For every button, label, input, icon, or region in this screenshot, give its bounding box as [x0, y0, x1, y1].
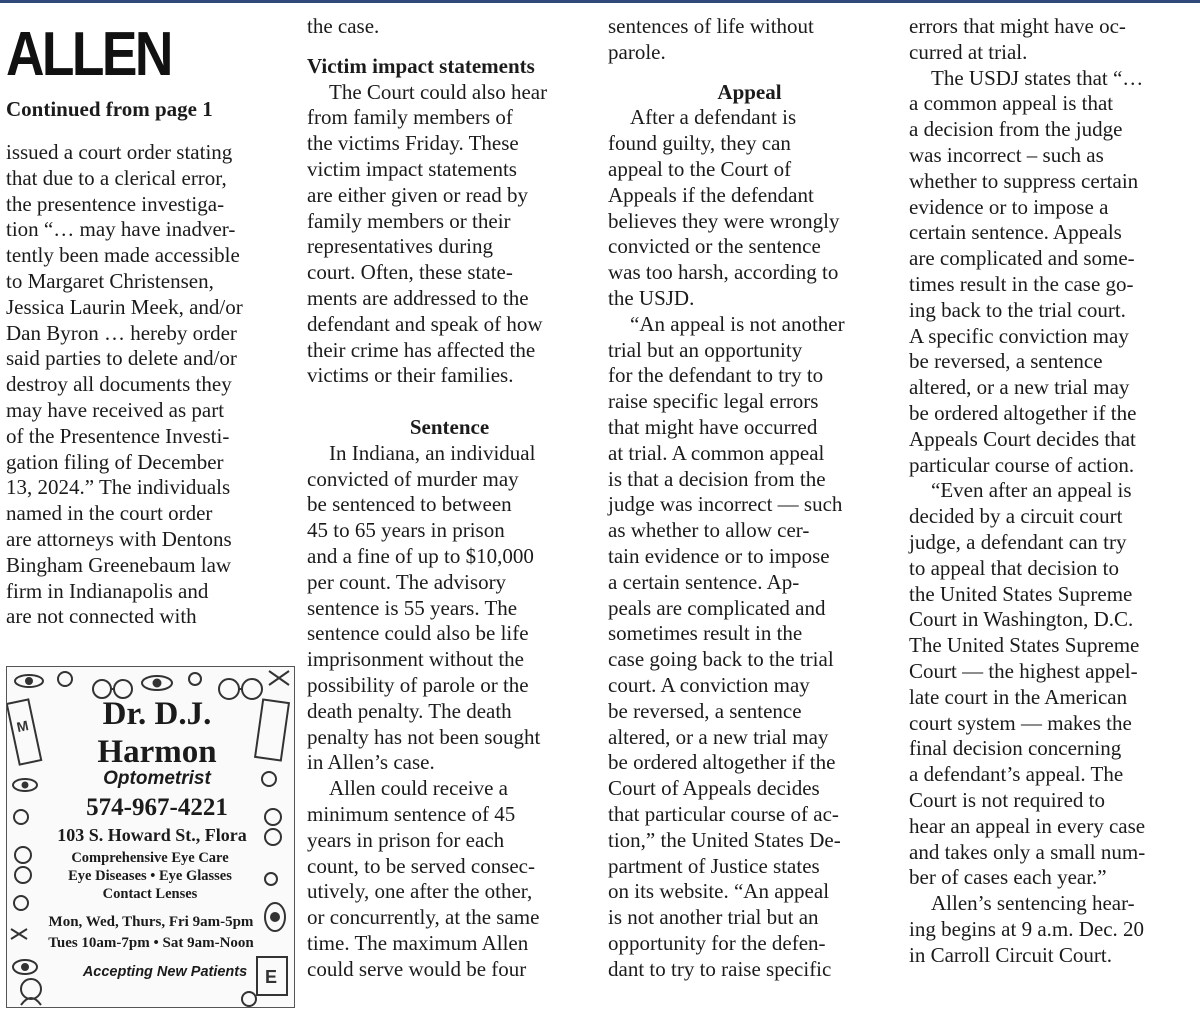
victim-impact-paragraph	[307, 80, 592, 390]
text-line: whether to suppress certain	[909, 168, 1139, 193]
text-line: partment of Justice states	[608, 853, 820, 878]
text-line: hear an appeal in every case	[909, 813, 1146, 838]
text-line: issued a court order stating	[6, 140, 233, 164]
text-line: Allen’s sentencing hear-	[931, 891, 1135, 916]
doctor-title: Optometrist	[103, 768, 211, 789]
text-line: parole.	[608, 39, 666, 64]
text-line: found guilty, they can	[608, 131, 791, 156]
text-line: sentences of life without	[608, 14, 814, 38]
text-line: count, to be served consec-	[307, 853, 535, 878]
text-line: curred at trial.	[909, 39, 1028, 64]
column-4	[909, 14, 1192, 968]
text-line: After a defendant is	[630, 105, 797, 130]
text-line: named in the court order	[6, 501, 213, 526]
service-line: Comprehensive Eye Care	[71, 850, 229, 866]
column-3-lead-text	[608, 14, 891, 66]
text-line: peals are complicated and	[608, 595, 826, 620]
eye-chart-letter-left: M	[15, 717, 30, 736]
text-line: judge, a defendant can try	[909, 529, 1127, 554]
text-line: as whether to allow cer-	[608, 518, 810, 543]
text-line: sentence could also be life	[307, 621, 529, 646]
text-line: are not connected with	[6, 604, 197, 629]
ad-text-block	[7, 667, 294, 1007]
text-line: decided by a circuit court	[909, 504, 1123, 529]
text-line: are either given or read by	[307, 182, 528, 207]
text-line: sometimes result in the	[608, 621, 803, 646]
text-line: time. The maximum Allen	[307, 930, 529, 955]
office-hours-line: Tues 10am-7pm • Sat 9am-Noon	[48, 935, 254, 951]
text-line: be reversed, a sentence	[608, 698, 802, 723]
text-line: a decision from the judge	[909, 117, 1123, 142]
text-line: certain sentence. Appeals	[909, 220, 1122, 245]
text-line: the case.	[307, 14, 380, 38]
supreme-court-paragraph	[909, 478, 1192, 891]
text-line: “An appeal is not another	[630, 311, 845, 336]
text-line: be sentenced to between	[307, 492, 512, 517]
text-line: Court is not required to	[909, 787, 1105, 812]
text-line: Jessica Laurin Meek, and/or	[6, 294, 243, 319]
sentencing-hearing-paragraph	[909, 891, 1192, 968]
text-line: or concurrently, at the same	[307, 905, 540, 930]
subhead-sentence: Sentence	[409, 414, 490, 439]
text-line: late court in the American	[909, 684, 1128, 709]
text-line: minimum sentence of 45	[307, 801, 516, 826]
text-line: and a fine of up to $10,000	[307, 543, 534, 568]
text-line: be ordered altogether if the	[909, 400, 1137, 425]
text-line: 13, 2024.” The individuals	[6, 475, 231, 500]
text-line: dant to try to raise specific	[608, 956, 832, 981]
text-line: tion,” the United States De-	[608, 827, 841, 852]
text-line: a common appeal is that	[909, 91, 1114, 116]
text-line: ber of cases each year.”	[909, 865, 1107, 890]
text-line: penalty has not been sought	[307, 724, 541, 749]
text-line: the USJD.	[608, 285, 695, 310]
text-line: firm in Indianapolis and	[6, 578, 209, 603]
text-line: A specific conviction may	[909, 323, 1129, 348]
text-line: a certain sentence. Ap-	[608, 569, 800, 594]
text-line: destroy all documents they	[6, 372, 232, 397]
text-line: be ordered altogether if the	[608, 750, 836, 775]
text-line: the United States Supreme	[909, 581, 1133, 606]
top-border-line	[0, 0, 1200, 3]
column-1-text	[6, 140, 284, 630]
page-kicker: ALLEN	[6, 20, 171, 89]
text-line: In Indiana, an individual	[329, 440, 536, 465]
text-line: The United States Supreme	[909, 633, 1140, 658]
accepting-patients-banner: Accepting New Patients	[82, 964, 248, 980]
text-line: times result in the case go-	[909, 271, 1134, 296]
office-hours-line: Mon, Wed, Thurs, Fri 9am-5pm	[48, 914, 254, 930]
text-line: could serve would be four	[307, 956, 527, 981]
subhead-victim-impact: Victim impact statements	[307, 53, 535, 78]
text-line: court. A conviction may	[608, 672, 810, 697]
column-2-lead-text	[307, 14, 592, 40]
text-line: “Even after an appeal is	[931, 478, 1132, 503]
text-line: trial but an opportunity	[608, 337, 803, 362]
appeal-paragraph-1	[608, 105, 891, 311]
text-line: family members or their	[307, 208, 511, 233]
text-line: Allen could receive a	[329, 776, 508, 801]
text-line: on its website. “An appeal	[608, 879, 830, 904]
column-1	[6, 140, 284, 630]
text-line: that might have occurred	[608, 414, 818, 439]
column-2	[307, 14, 592, 982]
text-line: was incorrect – such as	[909, 142, 1104, 167]
text-line: tion “… may have inadver-	[6, 217, 236, 242]
text-line: final decision concerning	[909, 736, 1122, 761]
text-line: convicted or the sentence	[608, 234, 821, 259]
text-line: representatives during	[307, 234, 494, 259]
text-line: be reversed, a sentence	[909, 349, 1103, 374]
text-line: their crime has affected the	[307, 337, 536, 362]
text-line: gation filing of December	[6, 449, 224, 474]
text-line: in Allen’s case.	[307, 750, 435, 775]
text-line: is that a decision from the	[608, 466, 826, 491]
text-line: victim impact statements	[307, 156, 517, 181]
text-line: years in prison for each	[307, 827, 505, 852]
text-line: and takes only a small num-	[909, 839, 1146, 864]
usdj-paragraph	[909, 66, 1192, 479]
text-line: raise specific legal errors	[608, 389, 819, 414]
appeal-paragraph-2	[608, 312, 891, 983]
text-line: tently been made accessible	[6, 243, 240, 268]
text-line: particular course of action.	[909, 452, 1135, 477]
text-line: convicted of murder may	[307, 466, 519, 491]
text-line: Appeals Court decides that	[909, 426, 1136, 451]
text-line: ing begins at 9 a.m. Dec. 20	[909, 916, 1145, 941]
text-line: possibility of parole or the	[307, 672, 529, 697]
text-line: court. Often, these state-	[307, 260, 513, 285]
text-line: for the defendant to try to	[608, 363, 824, 388]
text-line: a defendant’s appeal. The	[909, 762, 1124, 787]
text-line: death penalty. The death	[307, 698, 512, 723]
text-line: Court of Appeals decides	[608, 776, 820, 801]
text-line: The USDJ states that “…	[931, 65, 1144, 90]
text-line: believes they were wrongly	[608, 208, 840, 233]
text-line: victims or their families.	[307, 363, 514, 388]
text-line: errors that might have oc-	[909, 14, 1126, 38]
eye-chart-letter-right: E	[265, 967, 278, 987]
text-line: court system — makes the	[909, 710, 1132, 735]
doctor-name-line2: Harmon	[97, 734, 217, 770]
text-line: imprisonment without the	[307, 647, 524, 672]
doctor-name-line1: Dr. D.J.	[102, 696, 212, 732]
sentence-paragraph-1	[307, 441, 592, 776]
text-line: 45 to 65 years in prison	[307, 518, 505, 543]
column-3	[608, 14, 891, 982]
text-line: at trial. A common appeal	[608, 440, 825, 465]
service-line: Eye Diseases • Eye Glasses	[68, 868, 232, 884]
text-line: sentence is 55 years. The	[307, 595, 518, 620]
service-line: Contact Lenses	[102, 886, 198, 902]
subhead-appeal: Appeal	[717, 79, 782, 104]
text-line: was too harsh, according to	[608, 260, 839, 285]
text-line: tain evidence or to impose	[608, 543, 830, 568]
text-line: said parties to delete and/or	[6, 346, 237, 371]
text-line: ing back to the trial court.	[909, 297, 1126, 322]
text-line: evidence or to impose a	[909, 194, 1109, 219]
text-line: appeal to the Court of	[608, 156, 792, 181]
text-line: to appeal that decision to	[909, 555, 1119, 580]
text-line: Bingham Greenebaum law	[6, 552, 232, 577]
sentence-paragraph-2	[307, 776, 592, 982]
text-line: ments are addressed to the	[307, 285, 529, 310]
text-line: altered, or a new trial may	[608, 724, 829, 749]
text-line: in Carroll Circuit Court.	[909, 942, 1112, 967]
text-line: defendant and speak of how	[307, 311, 543, 336]
text-line: may have received as part	[6, 397, 225, 422]
text-line: The Court could also hear	[329, 79, 548, 104]
text-line: altered, or a new trial may	[909, 375, 1130, 400]
continued-from-label: Continued from page 1	[6, 97, 213, 121]
text-line: the presentence investiga-	[6, 191, 225, 216]
text-line: are complicated and some-	[909, 246, 1135, 271]
optometrist-advertisement	[6, 666, 295, 1008]
street-address: 103 S. Howard St., Flora	[57, 825, 247, 845]
column-4-lead-text	[909, 14, 1192, 66]
text-line: the victims Friday. These	[307, 131, 519, 156]
text-line: Court in Washington, D.C.	[909, 607, 1134, 632]
text-line: per count. The advisory	[307, 569, 507, 594]
text-line: to Margaret Christensen,	[6, 268, 214, 293]
text-line: is not another trial but an	[608, 905, 819, 930]
text-line: opportunity for the defen-	[608, 930, 826, 955]
text-line: Dan Byron … hereby order	[6, 320, 237, 345]
text-line: from family members of	[307, 105, 513, 130]
text-line: judge was incorrect — such	[608, 492, 843, 517]
phone-number: 574-967-4221	[86, 794, 228, 821]
text-line: of the Presentence Investi-	[6, 423, 230, 448]
text-line: case going back to the trial	[608, 647, 834, 672]
text-line: utively, one after the other,	[307, 879, 533, 904]
text-line: that particular course of ac-	[608, 801, 839, 826]
text-line: that due to a clerical error,	[6, 165, 227, 190]
text-line: are attorneys with Dentons	[6, 526, 232, 551]
text-line: Court — the highest appel-	[909, 658, 1138, 683]
text-line: Appeals if the defendant	[608, 182, 814, 207]
